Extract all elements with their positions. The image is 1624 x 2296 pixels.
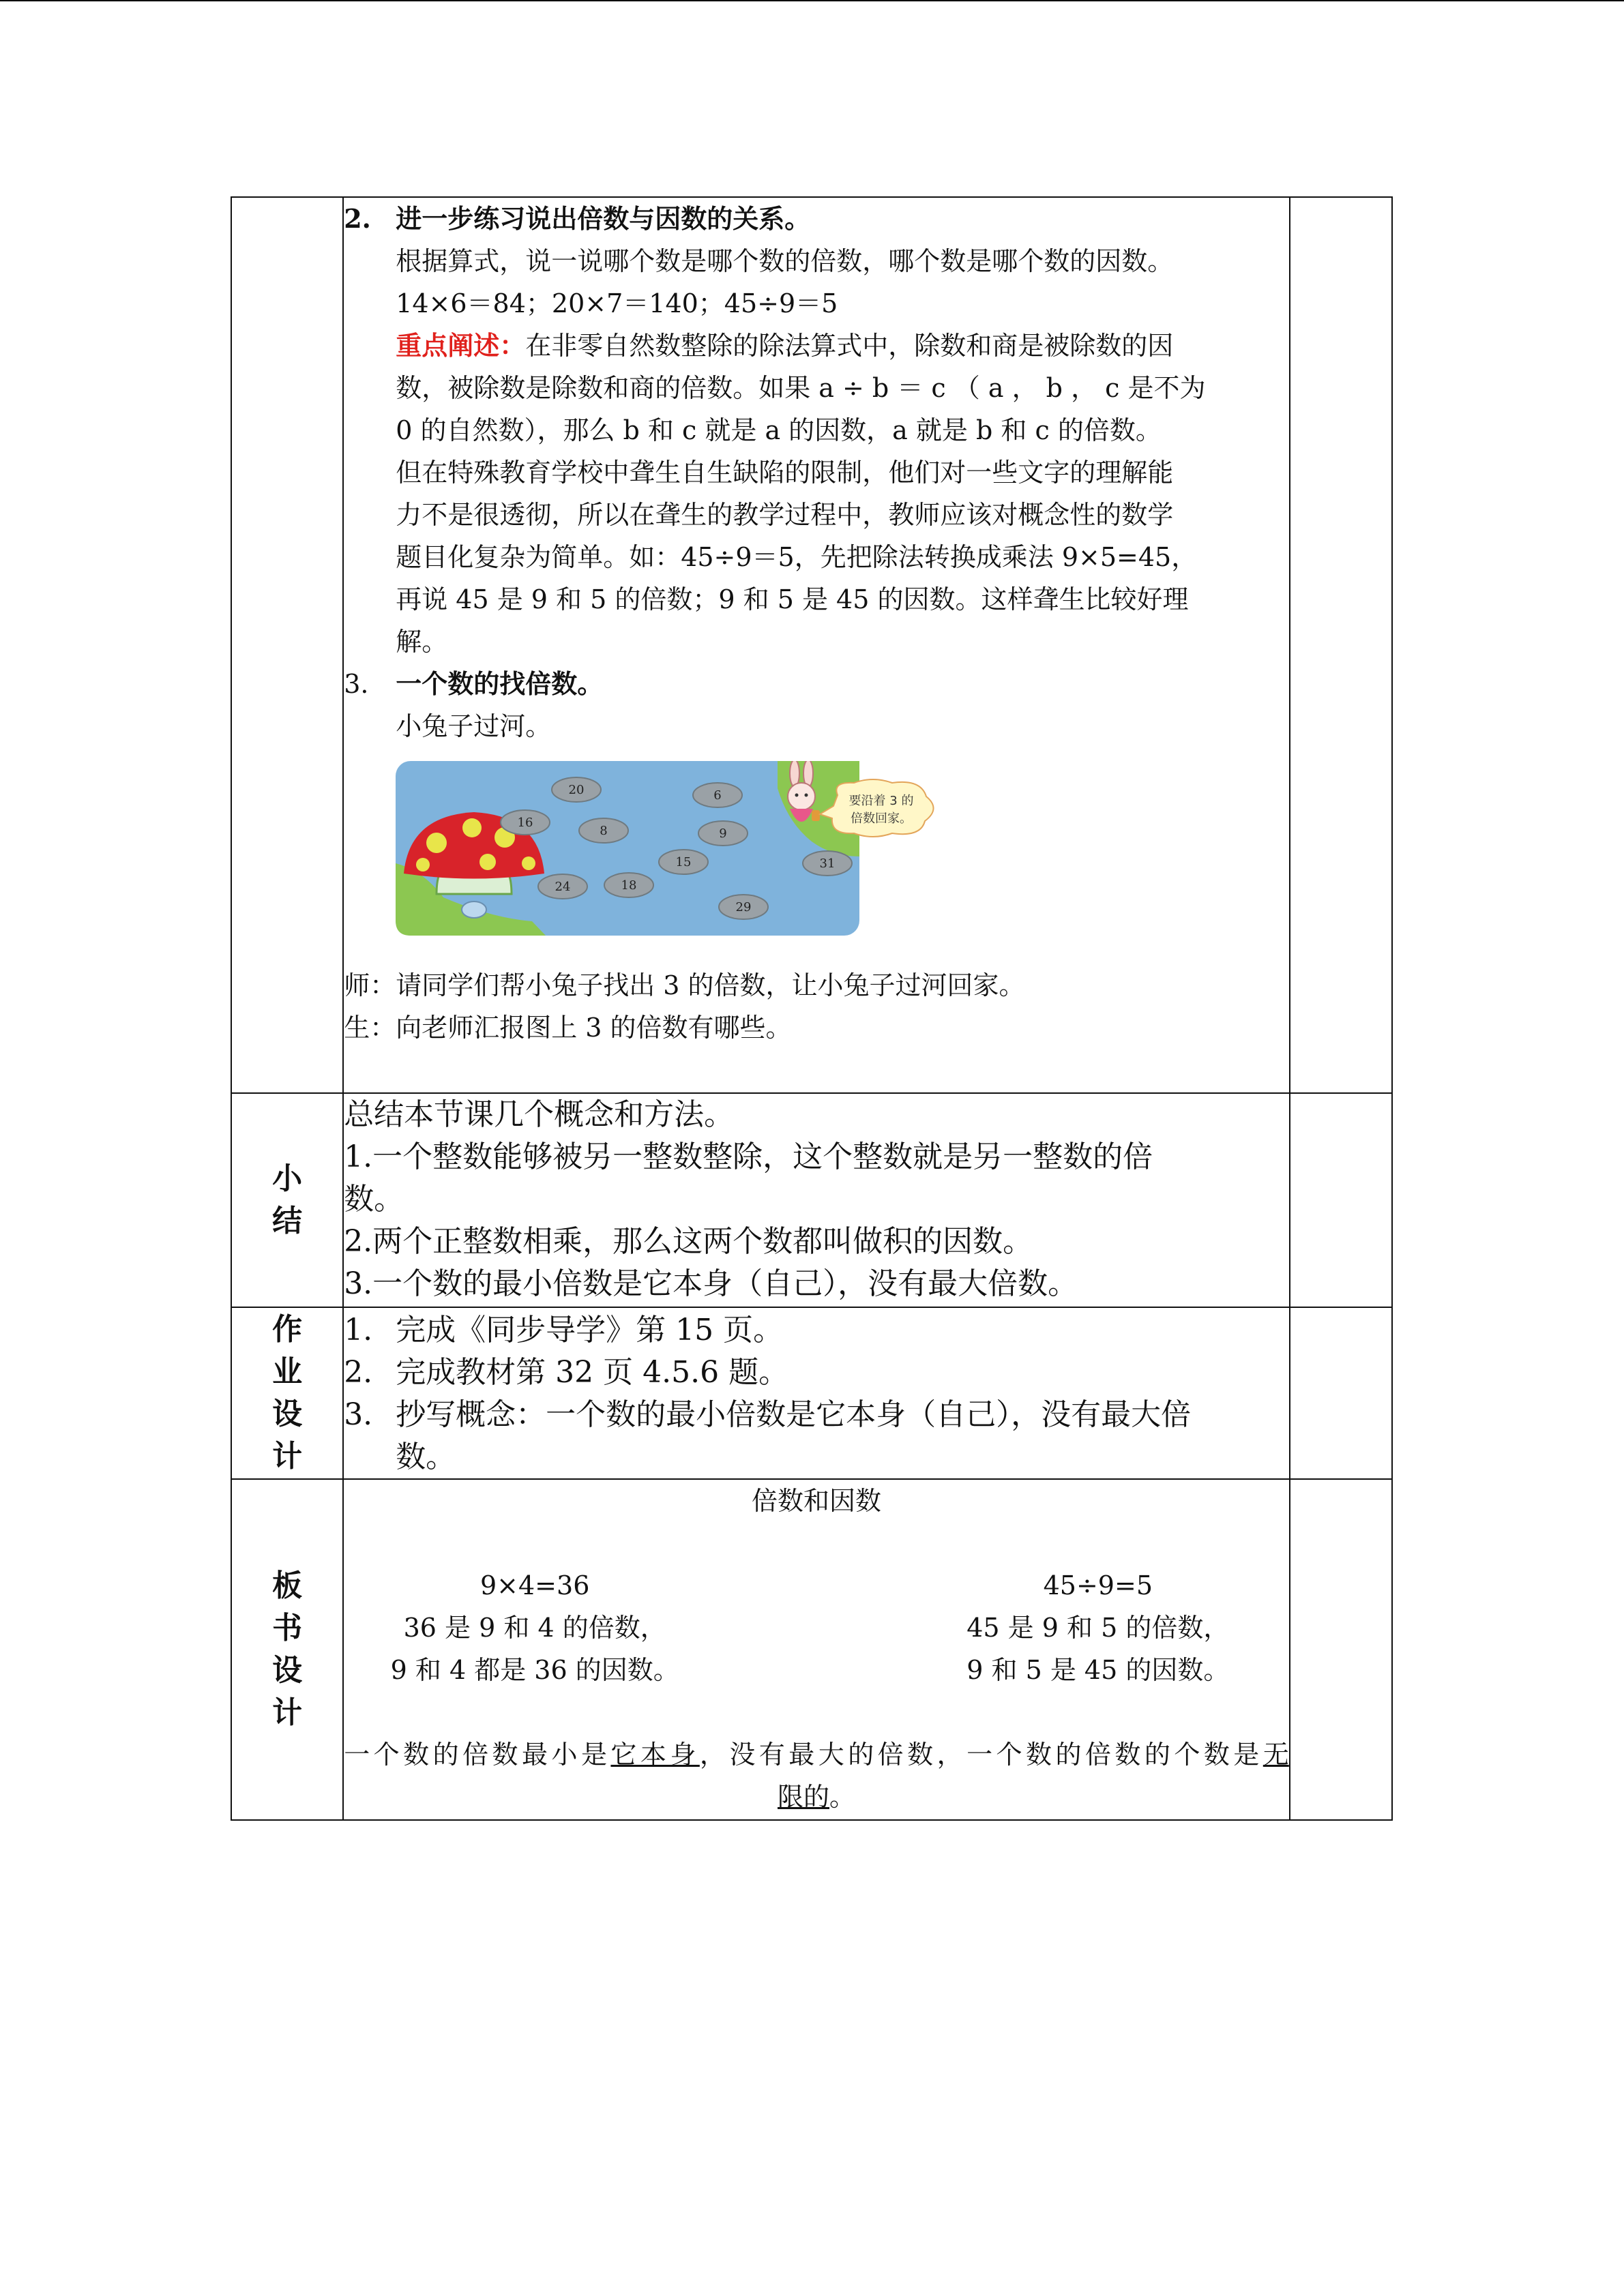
- board-right-multiple: 45 是 9 和 5 的倍数，: [966, 1613, 1230, 1643]
- stepping-stone: [698, 821, 748, 846]
- section2-heading: 2. 进一步练习说出倍数与因数的关系。: [344, 203, 811, 234]
- special-note-line-4: 再说 45 是 9 和 5 的倍数；9 和 5 是 45 的因数。这样聋生比较好理: [396, 584, 1189, 614]
- summary-content-cell: [343, 1093, 1290, 1307]
- teacher-line: 师：请同学们帮小兔子找出 3 的倍数，让小兔子过河回家。: [344, 970, 1025, 1000]
- stepping-stone: [693, 783, 742, 807]
- summary-item-1: 1.一个整数能够被另一整数整除，这个整数就是另一整数的倍: [344, 1139, 1153, 1174]
- summary-label: 小 结: [231, 1093, 343, 1307]
- key-point-line-3: 0 的自然数），那么 b 和 c 就是 a 的因数，a 就是 b 和 c 的倍数。: [396, 415, 1162, 445]
- speech-bubble-line-2: 倍数回家。: [851, 811, 913, 826]
- board-row: [231, 1479, 1392, 1820]
- practice-row: [231, 197, 1392, 1093]
- special-note-line-2: 力不是很透彻，所以在聋生的教学过程中，教师应该对概念性的数学: [396, 500, 1174, 530]
- key-point-line-1: 重点阐述：在非零自然数整除的除法算式中，除数和商是被除数的因: [396, 330, 1174, 361]
- practice-label-cell: [231, 197, 343, 1093]
- summary-notes-cell: [1290, 1093, 1392, 1307]
- board-left-example: [344, 1564, 726, 1691]
- stepping-stone: [659, 850, 708, 874]
- stepping-stone: [552, 777, 601, 802]
- stepping-stone: [579, 818, 628, 843]
- special-note-line-5: 解。: [396, 627, 448, 657]
- board-conclusion: 一个数的倍数最小是它本身，没有最大的倍数，一个数的倍数的个数是无: [344, 1740, 1289, 1770]
- stepping-stone-label: 20: [568, 783, 585, 797]
- summary-item-2: 2.两个正整数相乘，那么这两个数都叫做积的因数。: [344, 1224, 1033, 1259]
- stepping-stone-label: 24: [555, 880, 571, 894]
- stepping-stone-label: 16: [517, 816, 533, 830]
- key-point-label: 重点阐述：: [396, 330, 526, 361]
- key-point-line-2: 数，被除数是除数和商的倍数。如果 a ÷ b ＝ c （ a ， b ， c 是不为: [396, 373, 1206, 403]
- stepping-stone-label: 15: [675, 855, 692, 869]
- board-label: 板 书 设 计: [231, 1479, 343, 1820]
- board-right-equation: 45÷9=5: [1043, 1570, 1153, 1600]
- board-right-factor: 9 和 5 是 45 的因数。: [966, 1655, 1230, 1685]
- rabbit-crossing-river-illustration: [396, 761, 941, 938]
- speech-bubble-line-1: 要沿着 3 的: [848, 794, 914, 808]
- summary-intro: 总结本节课几个概念和方法。: [344, 1097, 735, 1132]
- stepping-stone-label: 31: [819, 856, 836, 871]
- board-left-factor: 9 和 4 都是 36 的因数。: [390, 1655, 679, 1685]
- section3-heading: 3. 一个数的找倍数。: [344, 668, 604, 699]
- board-examples: [344, 1564, 1289, 1691]
- homework-content-cell: [343, 1307, 1290, 1479]
- stepping-stone-label: 9: [719, 826, 727, 841]
- homework-row: [231, 1307, 1392, 1479]
- section2-instruction: 根据算式，说一说哪个数是哪个数的倍数，哪个数是哪个数的因数。: [396, 246, 1174, 276]
- student-line: 生：向老师汇报图上 3 的倍数有哪些。: [344, 1013, 792, 1043]
- section3-subtitle: 小兔子过河。: [396, 711, 552, 741]
- board-right-example: [907, 1564, 1289, 1691]
- special-note-line-1: 但在特殊教育学校中聋生自生缺陷的限制，他们对一些文字的理解能: [396, 458, 1174, 488]
- special-note-line-3: 题目化复杂为简单。如：45÷9＝5，先把除法转换成乘法 9×5=45，: [396, 542, 1198, 572]
- homework-label: 作 业 设 计: [231, 1307, 343, 1479]
- stepping-stone: [719, 895, 768, 919]
- stepping-stone-label: 6: [713, 788, 722, 803]
- speech-bubble: [820, 779, 934, 837]
- stepping-stone: [501, 810, 550, 835]
- board-notes-cell: [1290, 1479, 1392, 1820]
- stepping-stone-label: 18: [621, 878, 637, 893]
- stepping-stone: [803, 851, 852, 876]
- homework-item-2: 2. 完成教材第 32 页 4.5.6 题。: [344, 1355, 789, 1390]
- lesson-plan-table: [231, 196, 1393, 1821]
- summary-row: [231, 1093, 1392, 1307]
- stepping-stone-label: 29: [735, 900, 752, 914]
- board-left-multiple: 36 是 9 和 4 的倍数，: [403, 1613, 666, 1643]
- homework-notes-cell: [1290, 1307, 1392, 1479]
- homework-item-1: 1. 完成《同步导学》第 15 页。: [344, 1313, 784, 1347]
- stepping-stone: [604, 873, 653, 897]
- board-title: 倍数和因数: [751, 1486, 881, 1516]
- homework-item-3-continued: 数。: [396, 1440, 456, 1474]
- practice-notes-cell: [1290, 197, 1392, 1093]
- homework-item-3: 3. 抄写概念：一个数的最小倍数是它本身（自己），没有最大倍: [344, 1397, 1192, 1432]
- summary-item-3: 3.一个数的最小倍数是它本身（自己），没有最大倍数。: [344, 1266, 1078, 1301]
- board-conclusion-continued: 限的。: [777, 1782, 856, 1812]
- summary-item-1-continued: 数。: [344, 1182, 404, 1217]
- stepping-stone: [538, 874, 587, 899]
- board-content-cell: [343, 1479, 1290, 1820]
- stepping-stone-label: 8: [600, 824, 608, 838]
- page-top-border: [0, 0, 1624, 1]
- board-left-equation: 9×4=36: [479, 1570, 590, 1600]
- practice-content-cell: [343, 197, 1290, 1093]
- section2-equations: 14×6＝84；20×7＝140；45÷9＝5: [396, 288, 838, 318]
